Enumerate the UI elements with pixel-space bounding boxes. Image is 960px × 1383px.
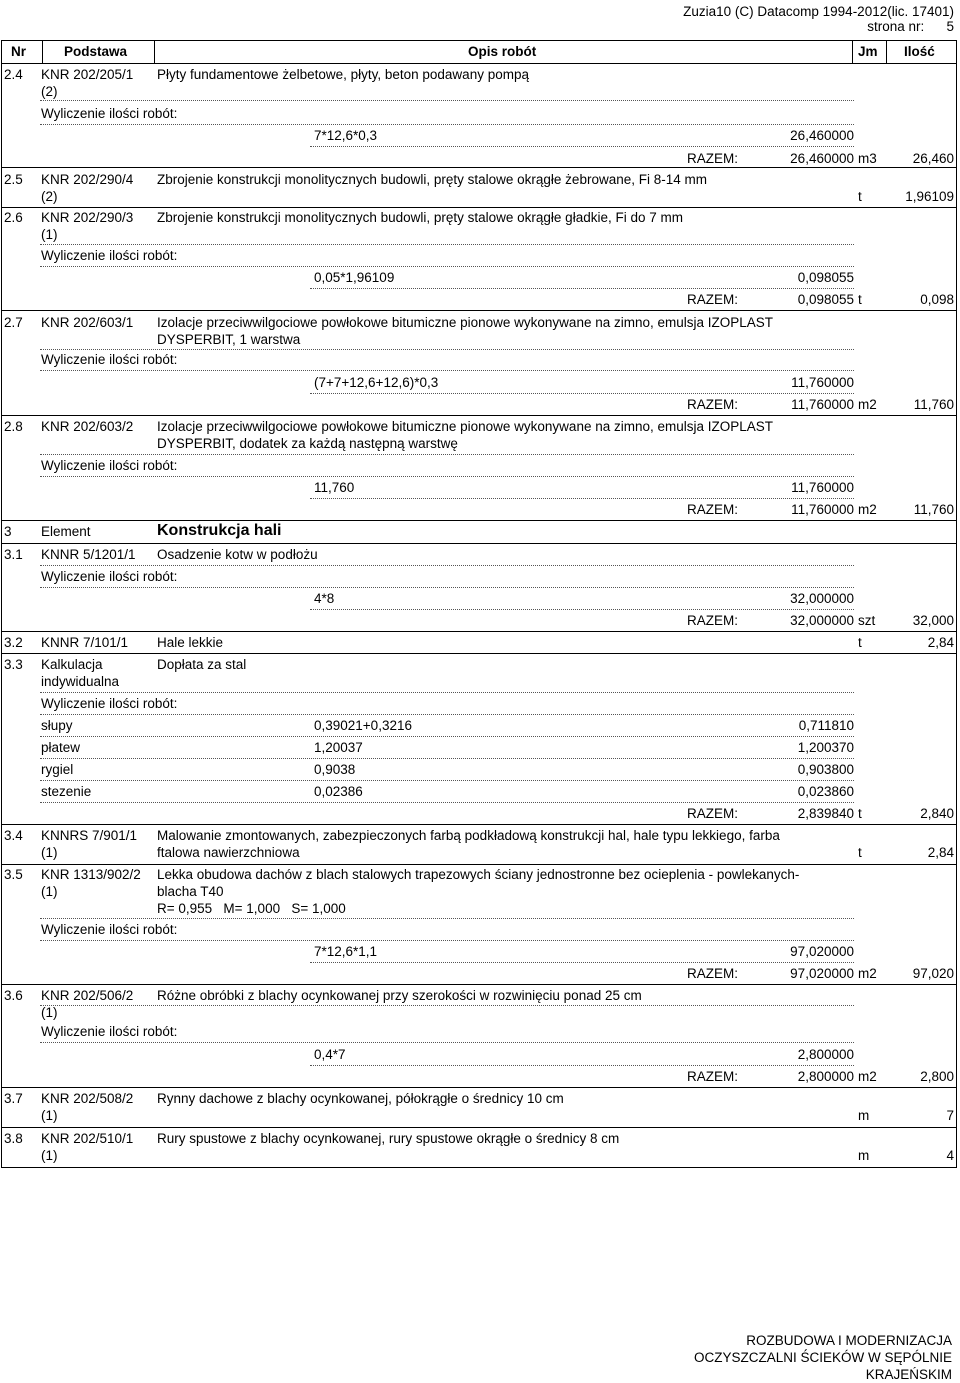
- item-podstawa: KNNR 7/101/1: [41, 635, 129, 650]
- item-nr: 2.7: [4, 315, 23, 330]
- item-quantity: 7: [946, 1108, 954, 1123]
- item-podstawa: KNR 202/290/4: [41, 172, 134, 187]
- item-podstawa-suffix: (1): [41, 1108, 58, 1123]
- item-nr: 3.4: [4, 828, 23, 843]
- footer-line: ROZBUDOWA I MODERNIZACJA: [746, 1333, 952, 1348]
- item-quantity: 2,84: [927, 845, 954, 860]
- item-quantity: 97,020: [912, 966, 954, 981]
- razem-value: 2,839840: [797, 806, 854, 821]
- quantity-calc-label: Wyliczenie ilości robót:: [41, 106, 178, 121]
- item-quantity: 4: [946, 1148, 954, 1163]
- item-nr: 2.5: [4, 172, 23, 187]
- item-quantity: 2,840: [920, 806, 954, 821]
- calc-expression: 0,9038: [314, 762, 356, 777]
- item-podstawa-suffix: (1): [41, 884, 58, 899]
- col-nr: Nr: [11, 44, 27, 59]
- razem-value: 26,460000: [790, 151, 854, 166]
- quantity-calc-label: Wyliczenie ilości robót:: [41, 352, 178, 367]
- calc-row-label: słupy: [41, 718, 73, 733]
- razem-label: RAZEM:: [686, 151, 738, 166]
- calc-row-label: rygiel: [41, 762, 74, 777]
- item-description-cont: blacha T40: [157, 884, 224, 899]
- item-description: Różne obróbki z blachy ocynkowanej przy szerokości w rozwinięciu ponad 25 cm: [157, 988, 642, 1003]
- quantity-calc-label: Wyliczenie ilości robót:: [41, 458, 178, 473]
- item-podstawa: KNR 202/603/1: [41, 315, 134, 330]
- footer-line: KRAJEŃSKIM: [865, 1367, 952, 1382]
- item-description-cont: ftalowa nawierzchniowa: [157, 845, 300, 860]
- calc-row-label: płatew: [41, 740, 81, 755]
- razem-label: RAZEM:: [686, 292, 738, 307]
- item-nr: 3.5: [4, 867, 23, 882]
- col-opis: Opis robót: [468, 44, 537, 59]
- item-description: Osadzenie kotw w podłożu: [157, 547, 318, 562]
- item-podstawa-suffix: (1): [41, 845, 58, 860]
- calc-value: 11,760000: [791, 480, 854, 495]
- item-quantity: 2,84: [927, 635, 954, 650]
- quantity-calc-label: Wyliczenie ilości robót:: [41, 922, 178, 937]
- item-jm: m2: [858, 966, 877, 981]
- col-separator: [154, 41, 155, 63]
- copyright-text: Zuzia10 (C) Datacomp 1994-2012(lic. 17401): [683, 4, 954, 19]
- item-nr: 2.4: [4, 67, 23, 82]
- item-quantity: 32,000: [912, 613, 954, 628]
- item-jm: t: [858, 806, 862, 821]
- item-jm: t: [858, 635, 862, 650]
- razem-label: RAZEM:: [686, 397, 738, 412]
- calc-expression: 0,4*7: [314, 1047, 346, 1062]
- item-quantity: 0,098: [920, 292, 954, 307]
- footer-line: OCZYSZCZALNI ŚCIEKÓW W SĘPÓLNIE: [693, 1350, 952, 1365]
- item-podstawa: KNNR 5/1201/1: [41, 547, 136, 562]
- project-title-footer: [694, 1332, 952, 1383]
- item-jm: szt: [858, 613, 876, 628]
- column-header-row: [2, 41, 956, 64]
- item-jm: t: [858, 845, 862, 860]
- page-number-row: [867, 19, 954, 35]
- quantity-calc-label: Wyliczenie ilości robót:: [41, 696, 178, 711]
- element-nr: 3: [4, 524, 12, 539]
- calc-expression: 1,20037: [314, 740, 363, 755]
- calc-value: 1,200370: [797, 740, 854, 755]
- col-separator: [852, 41, 853, 63]
- item-quantity: 11,760: [913, 397, 954, 412]
- razem-label: RAZEM:: [686, 502, 738, 517]
- calc-value: 32,000000: [790, 591, 854, 606]
- calc-row-label: stezenie: [41, 784, 92, 799]
- item-description-cont: DYSPERBIT, 1 warstwa: [157, 332, 301, 347]
- item-description: Hale lekkie: [157, 635, 224, 650]
- item-nr: 3.6: [4, 988, 23, 1003]
- item-podstawa-suffix: (2): [41, 84, 58, 99]
- calc-value: 97,020000: [790, 944, 854, 959]
- item-podstawa: KNR 202/603/2: [41, 419, 134, 434]
- quantity-calc-label: Wyliczenie ilości robót:: [41, 569, 178, 584]
- col-ilosc: Ilość: [904, 44, 935, 59]
- quantity-calc-label: Wyliczenie ilości robót:: [41, 1024, 178, 1039]
- item-podstawa: Kalkulacja: [41, 657, 103, 672]
- item-nr: 3.8: [4, 1131, 23, 1146]
- calc-value: 26,460000: [790, 128, 854, 143]
- calc-expression: (7+7+12,6+12,6)*0,3: [314, 375, 439, 390]
- item-podstawa-suffix: (1): [41, 227, 58, 242]
- item-podstawa: KNR 202/508/2: [41, 1091, 134, 1106]
- razem-label: RAZEM:: [686, 966, 738, 981]
- item-jm: m2: [858, 502, 877, 517]
- page-label: strona nr:: [867, 19, 925, 34]
- razem-value: 11,760000: [791, 397, 854, 412]
- item-podstawa: KNR 202/205/1: [41, 67, 134, 82]
- item-jm: t: [858, 189, 862, 204]
- item-podstawa-suffix: (1): [41, 1005, 58, 1020]
- element-label: Element: [41, 524, 91, 539]
- page-number: 5: [946, 19, 954, 34]
- item-podstawa-suffix: indywidualna: [41, 674, 120, 689]
- calc-expression: 0,05*1,96109: [314, 270, 395, 285]
- item-podstawa-suffix: (2): [41, 189, 58, 204]
- col-jm: Jm: [858, 44, 878, 59]
- item-podstawa-suffix: (1): [41, 1148, 58, 1163]
- item-description: Płyty fundamentowe żelbetowe, płyty, beton podawany pompą: [157, 67, 529, 82]
- razem-label: RAZEM:: [686, 1069, 738, 1084]
- item-nr: 3.2: [4, 635, 23, 650]
- item-jm: m2: [858, 397, 877, 412]
- item-description: Zbrojenie konstrukcji monolitycznych budowli, pręty stalowe okrągłe gładkie, Fi do 7 mm: [157, 210, 683, 225]
- calc-expression: 0,39021+0,3216: [314, 718, 412, 733]
- item-nr: 3.1: [4, 547, 23, 562]
- calc-value: 11,760000: [791, 375, 854, 390]
- item-quantity: 26,460: [912, 151, 954, 166]
- col-separator: [42, 41, 43, 63]
- calc-value: 0,023860: [797, 784, 854, 799]
- item-nr: 3.3: [4, 657, 23, 672]
- razem-label: RAZEM:: [686, 806, 738, 821]
- item-jm: t: [858, 292, 862, 307]
- quantity-calc-label: Wyliczenie ilości robót:: [41, 248, 178, 263]
- razem-label: RAZEM:: [686, 613, 738, 628]
- calc-expression: 7*12,6*1,1: [314, 944, 378, 959]
- item-description: Izolacje przeciwwilgociowe powłokowe bitumiczne pionowe wykonywane na zimno, emulsja IZOPLAST: [157, 315, 774, 330]
- calc-expression: 7*12,6*0,3: [314, 128, 378, 143]
- item-description: Rynny dachowe z blachy ocynkowanej, półokrągłe o średnicy 10 cm: [157, 1091, 564, 1106]
- item-description: Zbrojenie konstrukcji monolitycznych budowli, pręty stalowe okrągłe żebrowane, Fi 8-14 mm: [157, 172, 707, 187]
- razem-value: 11,760000: [791, 502, 854, 517]
- item-jm: m2: [858, 1069, 877, 1084]
- calc-expression: 11,760: [314, 480, 355, 495]
- item-description: Rury spustowe z blachy ocynkowanej, rury spustowe okrągłe o średnicy 8 cm: [157, 1131, 620, 1146]
- item-description: Malowanie zmontowanych, zabezpieczonych farbą podkładową konstrukcji hal, hale typu lekkiego, farba: [157, 828, 780, 843]
- item-quantity: 11,760: [913, 502, 954, 517]
- item-podstawa: KNNRS 7/901/1: [41, 828, 138, 843]
- col-separator: [886, 41, 887, 63]
- item-quantity: 1,96109: [905, 189, 954, 204]
- razem-value: 97,020000: [790, 966, 854, 981]
- item-podstawa: KNR 202/290/3: [41, 210, 134, 225]
- item-jm: m: [858, 1108, 870, 1123]
- col-podstawa: Podstawa: [64, 44, 128, 59]
- element-title: Konstrukcja hali: [157, 522, 282, 539]
- calc-value: 2,800000: [797, 1047, 854, 1062]
- calc-value: 0,903800: [797, 762, 854, 777]
- item-podstawa: KNR 202/506/2: [41, 988, 134, 1003]
- item-description: Dopłata za stal: [157, 657, 247, 672]
- item-description-cont: DYSPERBIT, dodatek za każdą następną warstwę: [157, 436, 458, 451]
- calc-expression: 4*8: [314, 591, 335, 606]
- item-jm: m3: [858, 151, 877, 166]
- item-podstawa: KNR 202/510/1: [41, 1131, 134, 1146]
- item-podstawa: KNR 1313/902/2: [41, 867, 141, 882]
- razem-value: 32,000000: [790, 613, 854, 628]
- item-nr: 2.8: [4, 419, 23, 434]
- item-nr: 3.7: [4, 1091, 23, 1106]
- item-description: Lekka obudowa dachów z blach stalowych trapezowych ściany jednostronne bez ocieplenia - powlekanych-: [157, 867, 800, 882]
- razem-value: 2,800000: [797, 1069, 854, 1084]
- item-coefficients: R= 0,955 M= 1,000 S= 1,000: [157, 901, 346, 916]
- calc-value: 0,711810: [798, 718, 854, 733]
- item-nr: 2.6: [4, 210, 23, 225]
- calc-expression: 0,02386: [314, 784, 363, 799]
- item-description: Izolacje przeciwwilgociowe powłokowe bitumiczne pionowe wykonywane na zimno, emulsja IZOPLAST: [157, 419, 774, 434]
- razem-value: 0,098055: [797, 292, 854, 307]
- item-jm: m: [858, 1148, 870, 1163]
- item-quantity: 2,800: [920, 1069, 954, 1084]
- calc-value: 0,098055: [797, 270, 854, 285]
